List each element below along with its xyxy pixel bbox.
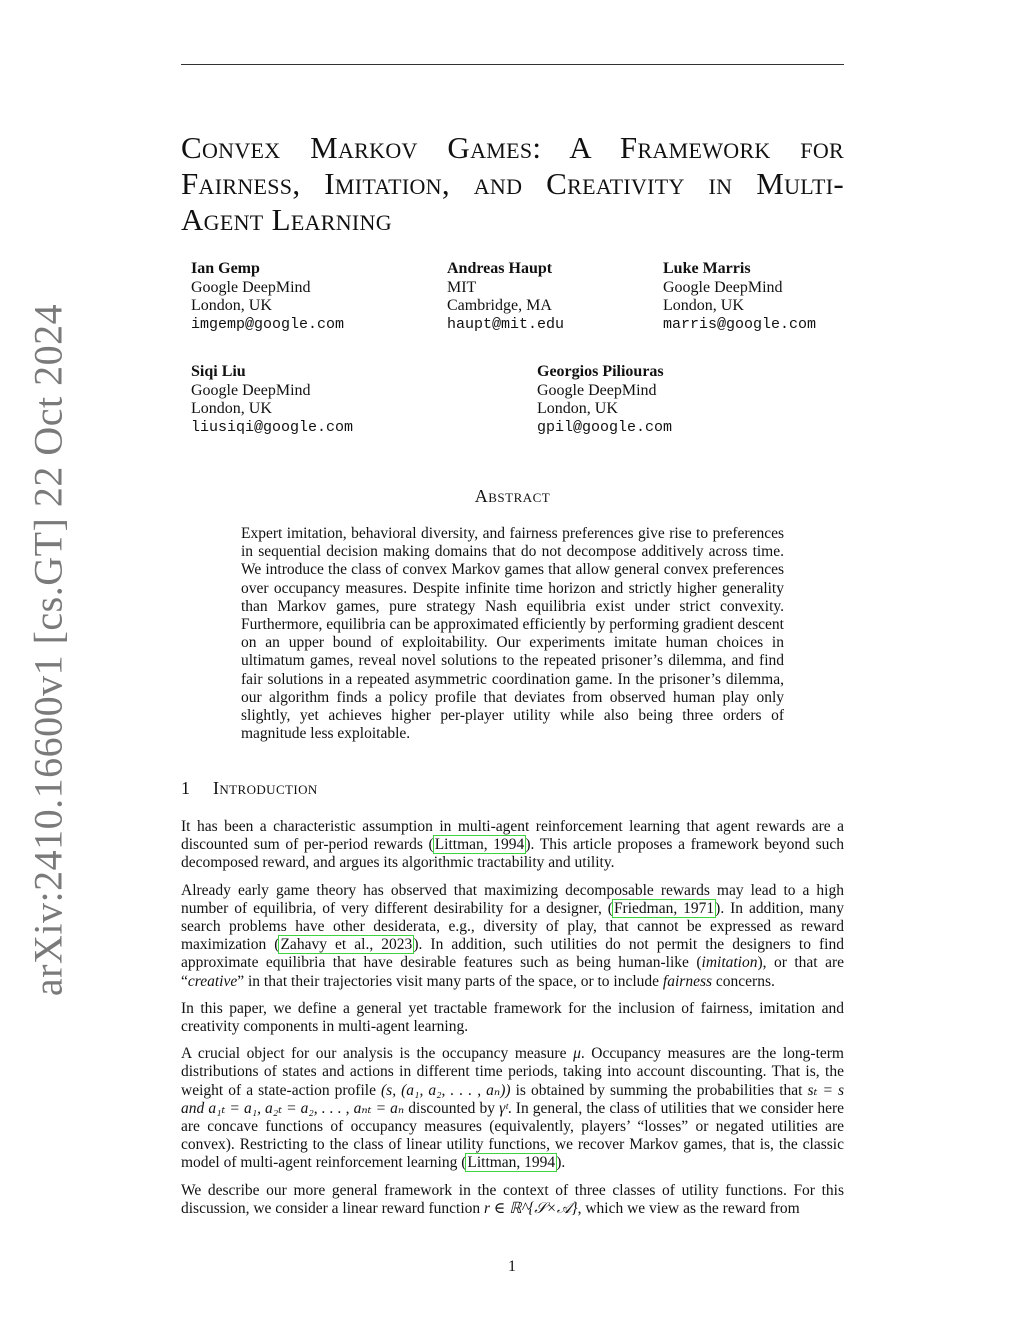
- author-name: Andreas Haupt: [447, 260, 553, 277]
- abstract-heading: Abstract: [474, 486, 551, 506]
- paragraph: It has been a characteristic assumption in multi-agent reinforcement learning that agent rewards are a discounted sum of per-period rewards (Littman, 1994). This article proposes a framework beyond such decomposed reward, and argues its algorithmic tractability and utility.: [181, 818, 845, 872]
- author-location: London, UK: [191, 400, 272, 417]
- author-name: Siqi Liu: [191, 363, 246, 380]
- author-affiliation: Google DeepMind: [663, 278, 783, 296]
- author-location: London, UK: [191, 297, 272, 314]
- paper-title: Convex Markov Games: A Framework for Fairness, Imitation, and Creativity in Multi-Agent Learning: [181, 130, 844, 237]
- section-title: Introduction: [213, 778, 318, 798]
- math: r ∈ ℝ^{𝒮×𝒜}: [484, 1199, 578, 1217]
- author-location: London, UK: [663, 297, 744, 314]
- author-affiliation: Google DeepMind: [537, 381, 657, 399]
- page-number: 1: [508, 1258, 516, 1275]
- section-body: [181, 818, 844, 1227]
- abstract-text: Expert imitation, behavioral diversity, and fairness preferences give rise to preferences in sequential decision making domains that do not decompose additively across time. We introduce the class of convex Markov games that allow general convex preferences over occupancy measures. Despite infinite time horizon and strictly higher generality than Markov games, pure strategy Nash equilibria exist under strict convexity. Furthermore, equilibria can be approximated efficiently by performing gradient descent on an upper bound of exploitability. Our experiments imitate human choices in ultimatum games, reveal novel solutions to the repeated prisoner’s dilemma, and find fair solutions in a repeated asymmetric coordination game. In the prisoner’s dilemma, our algorithm finds a policy profile that deviates from observed human play only slightly, yet achieves higher per-player utility while also being three orders of magnitude less exploitable.: [241, 525, 784, 743]
- author-email[interactable]: liusiqi@google.com: [191, 418, 354, 436]
- author-block: [447, 260, 564, 334]
- paragraph: Already early game theory has observed that maximizing decomposable rewards may lead to a high number of equilibria, of very different desirability for a designer, (Friedman, 1971). In addition, many search problems have other desiderata, e.g., diversity of play, that cannot be expressed as reward maximization (Zahavy et al., 2023). In addition, such utilities do not permit the designers to find approximate equilibria that have desirable features such as being human-like (imitation), or that are “creative” in that their trajectories visit many parts of the space, or to include fairness concerns.: [181, 881, 844, 990]
- author-affiliation: MIT: [447, 278, 477, 296]
- author-block: [537, 363, 672, 437]
- author-affiliation: Google DeepMind: [191, 381, 311, 399]
- paragraph: In this paper, we define a general yet tractable framework for the inclusion of fairness, imitation and creativity components in multi-agent learning.: [181, 999, 844, 1036]
- author-affiliation: Google DeepMind: [191, 278, 311, 296]
- citation-link[interactable]: Littman, 1994: [467, 1154, 556, 1172]
- author-name: Ian Gemp: [191, 260, 260, 277]
- top-rule: [181, 64, 844, 65]
- section-heading: [181, 778, 318, 799]
- author-block: [191, 260, 344, 334]
- citation-link[interactable]: Friedman, 1971: [613, 899, 715, 917]
- citation-link[interactable]: Littman, 1994: [434, 836, 525, 854]
- section-number: 1: [181, 778, 191, 798]
- author-block: [191, 363, 353, 437]
- math: μ: [573, 1045, 581, 1063]
- author-email[interactable]: imgemp@google.com: [191, 315, 345, 333]
- author-location: Cambridge, MA: [447, 297, 552, 314]
- citation-link[interactable]: Zahavy et al., 2023: [280, 936, 413, 954]
- paragraph: We describe our more general framework in the context of three classes of utility functions. For this discussion, we consider a linear reward function r ∈ ℝ^{𝒮×𝒜}, which we view as the reward from: [181, 1181, 844, 1217]
- math: (s, (a₁, a₂, . . . , aₙ)): [381, 1081, 511, 1099]
- author-email[interactable]: haupt@mit.edu: [447, 315, 565, 333]
- math: γᵗ: [499, 1099, 508, 1117]
- arxiv-identifier[interactable]: arXiv:2410.16600v1 [cs.GT] 22 Oct 2024: [25, 303, 71, 997]
- author-name: Georgios Piliouras: [537, 363, 664, 380]
- author-block: [663, 260, 816, 334]
- math: sₜ = s and a₁ₜ = a₁, a₂ₜ = a₂, . . . , aₙₜ = aₙ: [181, 1081, 844, 1117]
- author-name: Luke Marris: [663, 260, 751, 277]
- author-location: London, UK: [537, 400, 618, 417]
- paragraph: A crucial object for our analysis is the occupancy measure μ. Occupancy measures are the long-term distributions of states and actions in different time periods, taking into account discounting. That is, the weight of a state-action profile (s, (a₁, a₂, . . . , aₙ)) is obtained by summing the probabilities that sₜ = s and a₁ₜ = a₁, a₂ₜ = a₂, . . . , aₙₜ = aₙ discounted by γᵗ. In general, the class of utilities that we consider here are concave functions of occupancy measures (equivalently, players’ “losses” or negated utilities are convex). Restricting to the class of linear utility functions, we recover Markov games, that is, the classic model of multi-agent reinforcement learning (Littman, 1994).: [181, 1045, 844, 1172]
- author-email[interactable]: gpil@google.com: [537, 418, 673, 436]
- author-email[interactable]: marris@google.com: [663, 315, 817, 333]
